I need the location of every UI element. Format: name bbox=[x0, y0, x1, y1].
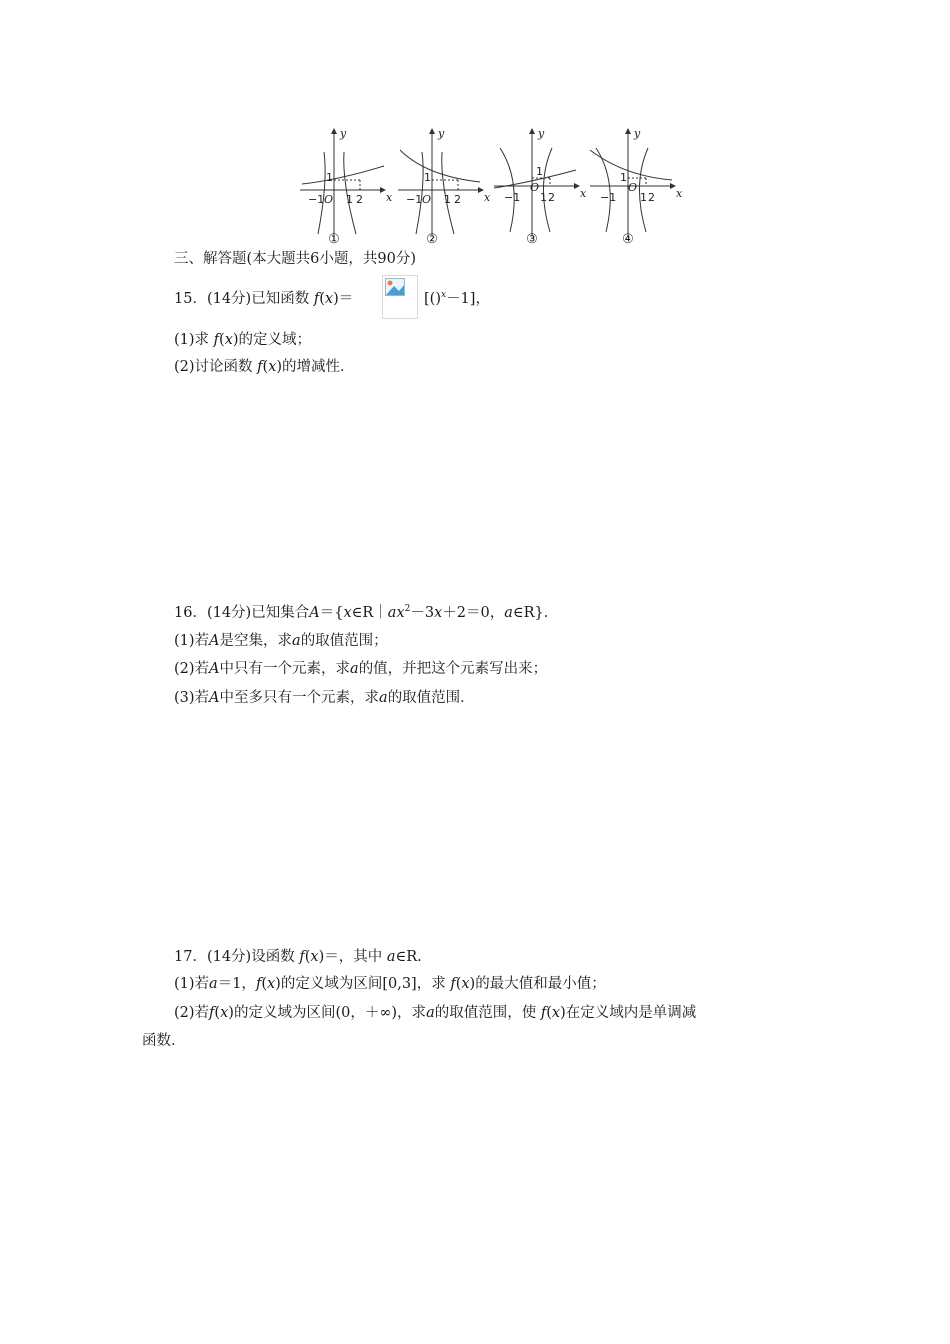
q17-x: x bbox=[310, 949, 319, 965]
q16-a2: a bbox=[504, 605, 513, 621]
q16-statement bbox=[174, 604, 558, 622]
q15-p2-f: f bbox=[257, 359, 263, 375]
q16-set-e: ∈R}． bbox=[512, 605, 559, 621]
q17-p2-b: )的定义域为区间(0，＋∞)，求 bbox=[228, 1005, 427, 1021]
q17-p1-x1: x bbox=[266, 976, 276, 992]
q16-p1-c: 的取值范围； bbox=[300, 633, 388, 649]
graph-3-x-label: x bbox=[580, 187, 587, 200]
q15-p1-b: ( bbox=[219, 332, 225, 348]
q16-x1: x bbox=[343, 605, 352, 621]
graph-2-y-label: y bbox=[438, 127, 445, 140]
q16-p1-A: A bbox=[209, 633, 220, 649]
q17-p2-f1: f bbox=[209, 1005, 215, 1021]
graph-2-one-y: 1 bbox=[424, 171, 431, 184]
graph-1 bbox=[298, 124, 394, 252]
q17-a: a bbox=[386, 949, 396, 965]
graph-1-x-label: x bbox=[386, 191, 393, 204]
q15-sup: x bbox=[440, 290, 447, 300]
graph-3-y-label: y bbox=[538, 127, 545, 140]
q15-p1-x: x bbox=[224, 332, 233, 348]
q16-p1-a-var: a bbox=[292, 633, 301, 649]
q16-p3-A: A bbox=[209, 690, 220, 706]
graph-4-y-label: y bbox=[634, 127, 641, 140]
q17-p1-f2: f bbox=[450, 976, 456, 992]
graph-1-one-y: 1 bbox=[326, 171, 333, 184]
q15-prefix: 15．(14分)已知函数 bbox=[174, 291, 310, 307]
graph-2-neg-one: −1 bbox=[406, 193, 423, 206]
q16-x2: x bbox=[396, 605, 405, 621]
q17-p2-paren2: ( bbox=[546, 1005, 552, 1021]
graph-3-neg-one: −1 bbox=[504, 191, 521, 204]
q16-p2-A: A bbox=[209, 661, 220, 677]
q15-statement bbox=[174, 290, 353, 308]
q17-p1-x2: x bbox=[461, 976, 470, 992]
q17-part2-cont: 函数． bbox=[142, 1033, 186, 1049]
q16-p3-b: 中至多只有一个元素，求 bbox=[219, 690, 380, 706]
broken-image-placeholder bbox=[382, 275, 418, 319]
q15-p1-f: f bbox=[213, 332, 220, 348]
q15-eq: )＝ bbox=[333, 291, 354, 307]
graph-2-svg bbox=[396, 124, 492, 252]
q17-part2 bbox=[174, 1004, 696, 1022]
q15-part2 bbox=[174, 358, 355, 376]
q15-bracket: [() bbox=[424, 291, 441, 307]
q17-p1-avar: a bbox=[209, 976, 218, 992]
q16-set-a: ＝{ bbox=[319, 605, 344, 621]
q15-p1-c: )的定义域； bbox=[232, 332, 312, 348]
graph-figure bbox=[290, 124, 690, 252]
graph-1-label: ① bbox=[328, 232, 340, 247]
graph-4-label: ④ bbox=[622, 232, 634, 247]
q17-p2-paren1: ( bbox=[214, 1005, 221, 1021]
graph-2-one-x: 1 bbox=[444, 193, 451, 206]
q16-p1-a: (1)若 bbox=[174, 633, 210, 649]
q16-part2 bbox=[174, 660, 547, 678]
q16-set-b: ∈R｜ bbox=[351, 605, 388, 621]
q15-p2-b: ( bbox=[262, 359, 269, 375]
q15-part1 bbox=[174, 331, 311, 349]
graph-3-two: 2 bbox=[548, 191, 555, 204]
graph-1-origin: O bbox=[324, 193, 334, 206]
q16-p2-a: (2)若 bbox=[174, 661, 210, 677]
graph-3-one-y: 1 bbox=[536, 165, 543, 178]
q17-p1-b: ＝1， bbox=[217, 976, 256, 992]
q17-p2-f2: f bbox=[540, 1005, 547, 1021]
q17-p1-d: )的最大值和最小值； bbox=[469, 976, 606, 992]
q16-set-d: ＋2＝0， bbox=[442, 605, 505, 621]
q15-p1-a: (1)求 bbox=[174, 332, 214, 348]
q17-p2-c: 的取值范围，使 bbox=[434, 1005, 537, 1021]
q15-p2-a: (2)讨论函数 bbox=[174, 359, 258, 375]
graph-2-origin: O bbox=[422, 193, 432, 206]
q15-statement-tail bbox=[424, 290, 490, 308]
q16-p2-a-var: a bbox=[350, 661, 359, 677]
q15-tail: －1]， bbox=[446, 291, 490, 307]
q16-p2-c: 的值，并把这个元素写出来； bbox=[358, 661, 548, 677]
q17-def-tail: )＝，其中 bbox=[318, 949, 383, 965]
graph-4-neg-one: −1 bbox=[600, 191, 617, 204]
q16-part3 bbox=[174, 689, 475, 707]
graph-2 bbox=[396, 124, 492, 252]
graph-2-label: ② bbox=[426, 232, 438, 247]
graph-2-two: 2 bbox=[454, 193, 461, 206]
graph-1-two: 2 bbox=[356, 193, 363, 206]
section-heading: 三、解答题(本大题共6小题，共90分) bbox=[174, 251, 416, 267]
q16-a1: a bbox=[387, 605, 397, 621]
q17-part1 bbox=[174, 975, 606, 993]
q17-statement bbox=[174, 948, 422, 966]
q16-A: A bbox=[309, 605, 320, 621]
graph-3 bbox=[492, 124, 588, 252]
graph-1-y-label: y bbox=[340, 127, 347, 140]
graph-3-one-x: 1 bbox=[540, 191, 547, 204]
q17-paren: ( bbox=[304, 949, 311, 965]
q17-p2-x2: x bbox=[551, 1005, 561, 1021]
q17-in-r: ∈R. bbox=[395, 949, 422, 965]
graph-4 bbox=[588, 124, 684, 252]
graph-1-svg bbox=[298, 124, 394, 252]
q16-x3: x bbox=[434, 605, 443, 621]
graph-3-origin: O bbox=[530, 181, 540, 194]
graph-3-label: ③ bbox=[526, 232, 538, 247]
broken-image-icon bbox=[385, 278, 405, 296]
graph-4-one-y: 1 bbox=[620, 171, 627, 184]
q17-p1-paren1: ( bbox=[261, 976, 267, 992]
q15-p2-x: x bbox=[268, 359, 277, 375]
graph-4-origin: O bbox=[628, 181, 638, 194]
q16-p3-a: (3)若 bbox=[174, 690, 210, 706]
q16-p3-a-var: a bbox=[379, 690, 388, 706]
q16-p3-c: 的取值范围． bbox=[387, 690, 475, 706]
q17-p2-a: (2)若 bbox=[174, 1005, 210, 1021]
q17-prefix: 17．(14分)设函数 bbox=[174, 949, 295, 965]
q17-p1-a: (1)若 bbox=[174, 976, 210, 992]
q17-p1-paren2: ( bbox=[455, 976, 462, 992]
graph-1-one-x: 1 bbox=[346, 193, 353, 206]
graph-1-neg-one: −1 bbox=[308, 193, 325, 206]
q17-p2-d: )在定义域内是单调减 bbox=[560, 1005, 697, 1021]
graph-4-one-x: 1 bbox=[640, 191, 647, 204]
graph-4-two: 2 bbox=[648, 191, 655, 204]
q17-p1-c: )的定义域为区间[0,3]，求 bbox=[275, 976, 446, 992]
q17-p2-avar: a bbox=[426, 1005, 435, 1021]
q16-part1 bbox=[174, 632, 388, 650]
q16-p2-b: 中只有一个元素，求 bbox=[219, 661, 351, 677]
q17-f: f bbox=[299, 949, 305, 965]
q15-paren-open: ( bbox=[319, 291, 325, 307]
q15-p2-c: )的增减性． bbox=[276, 359, 355, 375]
q15-x: x bbox=[324, 291, 334, 307]
q17-p1-f1: f bbox=[255, 976, 262, 992]
q16-p1-b: 是空集，求 bbox=[219, 633, 293, 649]
q17-p2-x1: x bbox=[220, 1005, 229, 1021]
q16-sq: 2 bbox=[404, 604, 411, 614]
graph-4-x-label: x bbox=[676, 187, 683, 200]
graph-2-x-label: x bbox=[484, 191, 491, 204]
q16-prefix: 16．(14分)已知集合 bbox=[174, 605, 310, 621]
q15-f: f bbox=[313, 291, 320, 307]
q16-set-c: －3 bbox=[410, 605, 435, 621]
